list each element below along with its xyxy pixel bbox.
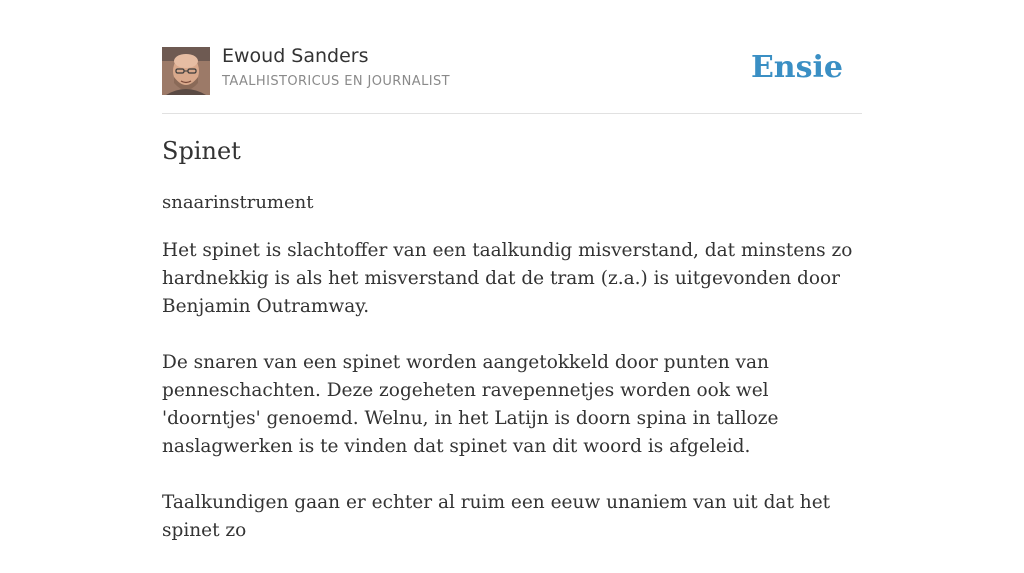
- author-name[interactable]: Ewoud Sanders: [222, 45, 369, 67]
- author-header: [162, 0, 862, 114]
- page-title: Spinet: [162, 137, 241, 165]
- article-paragraph: Taalkundigen gaan er echter al ruim een eeuw unaniem van uit dat het spinet zo: [162, 492, 831, 541]
- avatar[interactable]: [162, 47, 210, 95]
- avatar-photo-icon: [162, 47, 210, 95]
- article-container: [162, 0, 862, 541]
- article-subtitle: snaarinstrument: [162, 192, 314, 213]
- author-role: TAALHISTORICUS EN JOURNALIST: [222, 74, 450, 89]
- article-paragraph: Het spinet is slachtoffer van een taalkundig misverstand, dat minstens zo hardnekkig is als het misverstand dat de tram (z.a.) is uitgevonden door Benjamin Outramway.: [162, 240, 853, 317]
- ensie-logo[interactable]: Ensie: [750, 50, 843, 85]
- article-paragraph: De snaren van een spinet worden aangetokkeld door punten van penneschachten. Deze zogeheten ravepennetjes worden ook wel 'doorntjes' genoemd. Welnu, in het Latijn is doorn spina in talloze naslagwerken is te vinden dat spinet van dit woord is afgeleid.: [162, 352, 779, 457]
- article-body: [162, 237, 862, 573]
